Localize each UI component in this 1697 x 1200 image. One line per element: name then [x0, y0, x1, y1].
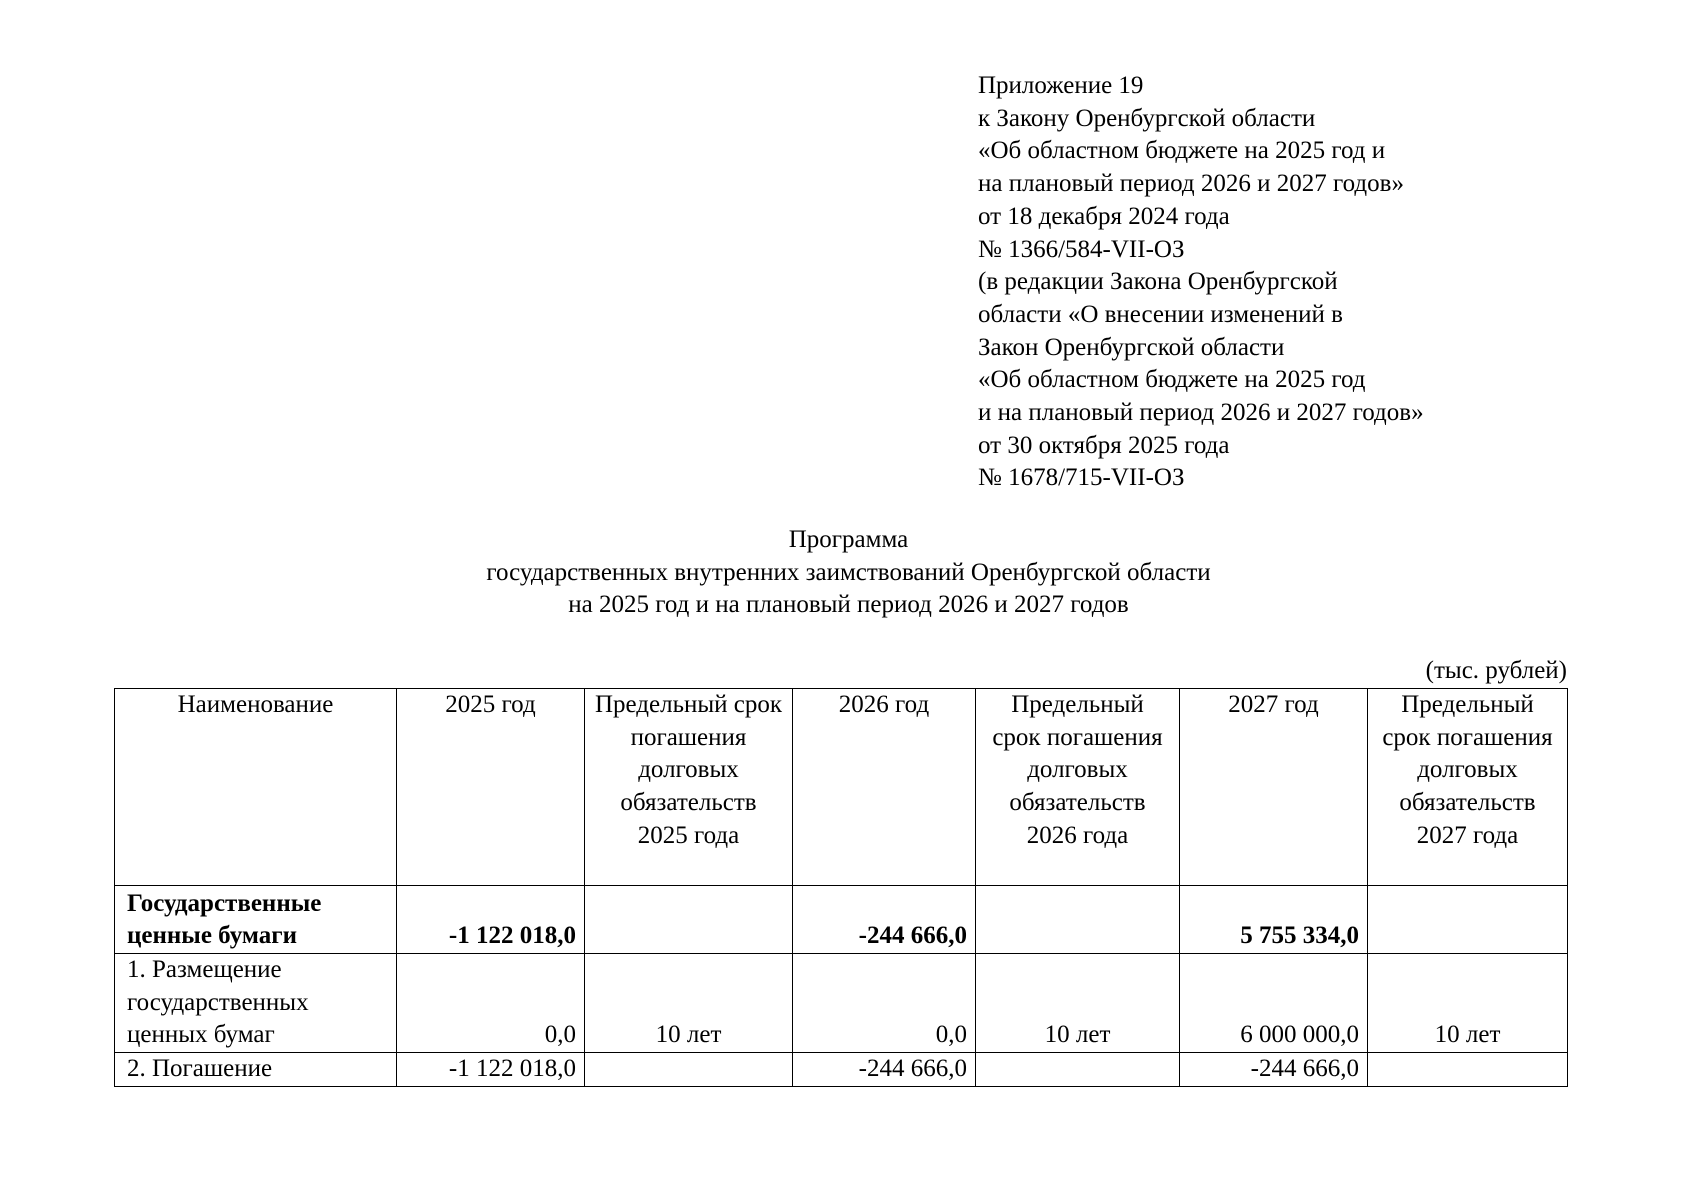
- row-term-2025: 10 лет: [585, 954, 793, 1053]
- header-term-2027: Предельный срок погашения долговых обязательств 2027 года: [1368, 689, 1568, 886]
- row-term-2025: [585, 1053, 793, 1087]
- row-term-2027: 10 лет: [1368, 954, 1568, 1053]
- appendix-line: № 1678/715-VII-ОЗ: [978, 464, 1185, 492]
- row-2026: -244 666,0: [793, 886, 976, 954]
- header-2025: 2025 год: [397, 689, 585, 886]
- appendix-line: Закон Оренбургской области: [978, 333, 1285, 361]
- row-term-2027: [1368, 886, 1568, 954]
- title-line-2: государственных внутренних заимствований Оренбургской области: [486, 558, 1211, 586]
- row-term-2026: 10 лет: [976, 954, 1180, 1053]
- appendix-line: от 30 октября 2025 года: [978, 431, 1230, 459]
- title-line-1: Программа: [788, 526, 909, 553]
- appendix-line: «Об областном бюджете на 2025 год и: [978, 137, 1386, 165]
- table-row: [115, 1053, 1568, 1087]
- header-term-2026: Предельный срок погашения долговых обязательств 2026 года: [976, 689, 1180, 886]
- table-row: [115, 954, 1568, 1053]
- appendix-line: (в редакции Закона Оренбургской: [978, 268, 1338, 296]
- row-term-2025: [585, 886, 793, 954]
- row-2026: 0,0: [793, 954, 976, 1053]
- row-term-2026: [976, 1053, 1180, 1087]
- appendix-line: «Об областном бюджете на 2025 год: [978, 366, 1366, 394]
- table-header-row: [115, 689, 1568, 886]
- row-2027: -244 666,0: [1180, 1053, 1368, 1087]
- appendix-line: и на плановый период 2026 и 2027 годов»: [978, 399, 1424, 427]
- appendix-line: от 18 декабря 2024 года: [978, 202, 1230, 230]
- row-name: Государственные ценные бумаги: [115, 886, 397, 954]
- row-term-2026: [976, 886, 1180, 954]
- row-2026: -244 666,0: [793, 1053, 976, 1087]
- appendix-line: на плановый период 2026 и 2027 годов»: [978, 170, 1404, 198]
- units-label: (тыс. рублей): [1425, 657, 1567, 684]
- borrowing-program-table: [114, 688, 1568, 1087]
- row-name: 2. Погашение: [115, 1053, 397, 1087]
- row-2027: 5 755 334,0: [1180, 886, 1368, 954]
- appendix-line: области «О внесении изменений в: [978, 300, 1343, 328]
- title-line-3: на 2025 год и на плановый период 2026 и 2027 годов: [568, 591, 1129, 618]
- appendix-line: к Закону Оренбургской области: [978, 104, 1316, 132]
- row-2025: -1 122 018,0: [397, 886, 585, 954]
- row-term-2027: [1368, 1053, 1568, 1087]
- row-2025: 0,0: [397, 954, 585, 1053]
- header-term-2025: Предельный срок погашения долговых обязательств 2025 года: [585, 689, 793, 886]
- header-2027: 2027 год: [1180, 689, 1368, 886]
- header-name: Наименование: [115, 689, 397, 886]
- row-2027: 6 000 000,0: [1180, 954, 1368, 1053]
- header-2026: 2026 год: [793, 689, 976, 886]
- appendix-line: № 1366/584-VII-ОЗ: [978, 235, 1185, 263]
- table-row: [115, 886, 1568, 954]
- document-title: [0, 524, 1697, 622]
- appendix-line: Приложение 19: [978, 72, 1144, 99]
- row-2025: -1 122 018,0: [397, 1053, 585, 1087]
- appendix-block: [978, 70, 1618, 495]
- row-name: 1. Размещение государственных ценных бумаг: [115, 954, 397, 1053]
